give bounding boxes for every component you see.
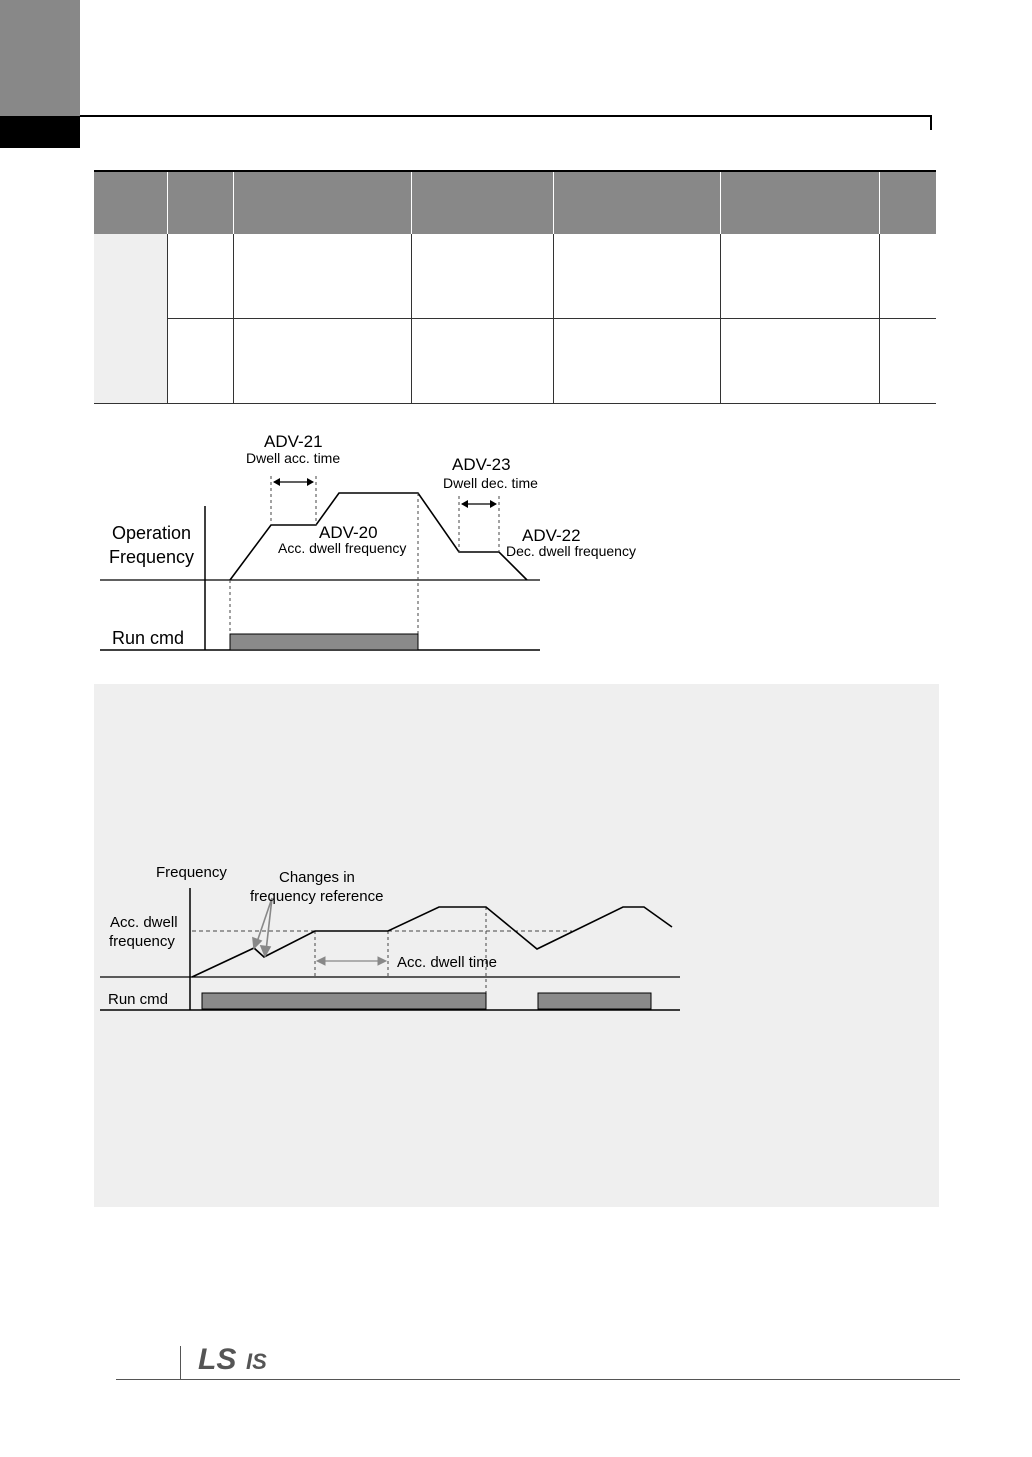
- dwell-frequency-label: frequency: [109, 933, 175, 950]
- run-cmd-label: Run cmd: [112, 628, 185, 648]
- logo-suffix: IS: [246, 1349, 267, 1374]
- param-desc: Acc. dwell frequency: [278, 540, 407, 556]
- dwell-frequency-label: Acc. dwell: [110, 914, 178, 931]
- table-cell: [233, 234, 411, 319]
- chapter-tab: [0, 0, 80, 116]
- param-code: ADV-20: [319, 523, 378, 542]
- table-header-cell: [167, 171, 233, 234]
- acc-dwell-time-arrow: [317, 957, 386, 965]
- parameter-table: [94, 170, 936, 404]
- changes-label: frequency reference: [250, 888, 384, 905]
- reference-change-pointer: [253, 898, 272, 956]
- dwell-acc-time-arrow: [273, 478, 314, 486]
- table-header-cell: [720, 171, 879, 234]
- table-group-cell: [94, 234, 167, 404]
- table-cell: [553, 319, 720, 404]
- param-code: ADV-22: [522, 526, 581, 545]
- table-cell: [720, 319, 879, 404]
- header-rule: [80, 115, 932, 117]
- param-desc: Dwell dec. time: [443, 475, 538, 491]
- table-header-cell: [411, 171, 553, 234]
- run-cmd-label: Run cmd: [108, 991, 169, 1008]
- changes-label: Changes in: [279, 869, 355, 886]
- acc-dwell-diagram: [96, 856, 696, 1026]
- run-cmd-bar: [230, 634, 418, 650]
- ls-is-logo: [196, 1340, 286, 1376]
- table-cell: [411, 234, 553, 319]
- table-header-cell: [879, 171, 936, 234]
- dwell-time-label: Acc. dwell time: [397, 954, 498, 971]
- table-cell: [411, 319, 553, 404]
- table-cell: [720, 234, 879, 319]
- table-cell: [879, 234, 936, 319]
- chapter-tab-marker: [0, 116, 80, 148]
- param-desc: Dec. dwell frequency: [506, 543, 636, 559]
- footer-divider: [180, 1346, 181, 1380]
- footer-rule: [116, 1379, 960, 1380]
- frequency-label: Frequency: [156, 864, 227, 881]
- y-axis-label: Operation: [112, 523, 192, 543]
- run-cmd-bar: [202, 993, 486, 1009]
- param-desc: Dwell acc. time: [246, 450, 341, 466]
- table-cell: [233, 319, 411, 404]
- y-axis-label: Frequency: [109, 547, 195, 567]
- table-cell: [167, 319, 233, 404]
- table-cell: [553, 234, 720, 319]
- dwell-dec-time-arrow: [461, 500, 497, 508]
- table-header-row: [94, 171, 936, 234]
- table-header-cell: [94, 171, 167, 234]
- table-row: [94, 234, 936, 319]
- param-code: ADV-23: [452, 455, 511, 474]
- run-cmd-bar: [538, 993, 651, 1009]
- table-row: [94, 319, 936, 404]
- frequency-profile-line: [230, 493, 527, 580]
- table-cell: [167, 234, 233, 319]
- logo-mark: LS: [198, 1343, 237, 1376]
- table-cell: [879, 319, 936, 404]
- header-rule-tick: [930, 115, 932, 130]
- table-header-cell: [553, 171, 720, 234]
- param-code: ADV-21: [264, 432, 323, 451]
- table-header-cell: [233, 171, 411, 234]
- dwell-timing-diagram: [90, 420, 670, 670]
